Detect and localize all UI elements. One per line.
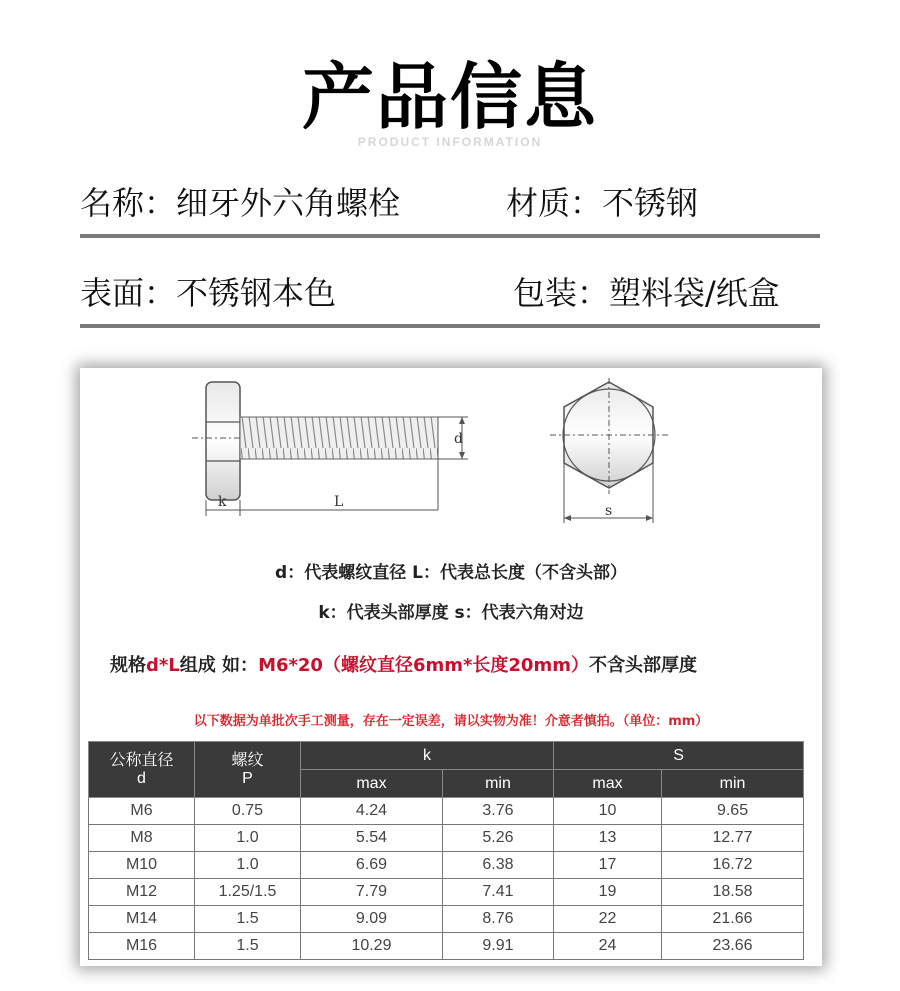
spec-prefix: 规格 bbox=[110, 655, 146, 676]
header-pitch: 螺纹 P bbox=[195, 742, 301, 798]
label-s: s bbox=[605, 503, 613, 519]
bolt-diagram bbox=[80, 368, 822, 538]
measurement-note: 以下数据为单批次手工测量，存在一定误差，请以实物为准！介意者慎拍。（单位：mm） bbox=[193, 714, 709, 729]
table-row: M6 0.75 4.24 3.76 10 9.65 bbox=[89, 798, 804, 825]
spec-description bbox=[110, 651, 697, 677]
bolt-shank bbox=[240, 417, 468, 510]
spec-formula: d*L bbox=[146, 655, 180, 676]
header-s-max: max bbox=[554, 770, 662, 798]
table-row: M12 1.25/1.5 7.79 7.41 19 18.58 bbox=[89, 879, 804, 906]
product-package: 包装：塑料袋/纸盒 bbox=[513, 274, 780, 312]
bolt-head-side bbox=[192, 382, 246, 500]
label-L: L bbox=[334, 494, 344, 510]
table-row: M10 1.0 6.69 6.38 17 16.72 bbox=[89, 852, 804, 879]
info-row-2 bbox=[80, 268, 820, 328]
header-diameter: 公称直径 d bbox=[89, 742, 195, 798]
label-k: k bbox=[218, 494, 227, 510]
table-row: M16 1.5 10.29 9.91 24 23.66 bbox=[89, 933, 804, 960]
page-subtitle: PRODUCT INFORMATION bbox=[357, 135, 543, 149]
info-row-1 bbox=[80, 178, 820, 238]
header-s: S bbox=[554, 742, 804, 770]
header-k-min: min bbox=[442, 770, 553, 798]
table-row: M8 1.0 5.54 5.26 13 12.77 bbox=[89, 825, 804, 852]
header-k-max: max bbox=[301, 770, 443, 798]
product-material: 材质：不锈钢 bbox=[506, 184, 699, 222]
spec-card bbox=[80, 368, 822, 966]
divider bbox=[80, 234, 820, 238]
header-k: k bbox=[301, 742, 554, 770]
legend-line-1: d：代表螺纹直径 L：代表总长度（不含头部） bbox=[275, 563, 627, 583]
header-s-min: min bbox=[662, 770, 804, 798]
spec-table bbox=[88, 741, 804, 960]
spec-example: M6*20（螺纹直径6mm*长度20mm） bbox=[258, 655, 589, 676]
spec-mid: 组成 如： bbox=[179, 655, 259, 676]
bolt-head-top bbox=[550, 378, 670, 523]
table-row: M14 1.5 9.09 8.76 22 21.66 bbox=[89, 906, 804, 933]
legend-line-2: k：代表头部厚度 s：代表六角对边 bbox=[318, 603, 584, 623]
divider bbox=[80, 324, 820, 328]
page-title: 产品信息 bbox=[301, 55, 598, 139]
product-name: 名称：细牙外六角螺栓 bbox=[80, 184, 401, 222]
label-d: d bbox=[454, 431, 463, 447]
spec-suffix: 不含头部厚度 bbox=[588, 655, 697, 676]
product-surface: 表面：不锈钢本色 bbox=[80, 274, 337, 312]
